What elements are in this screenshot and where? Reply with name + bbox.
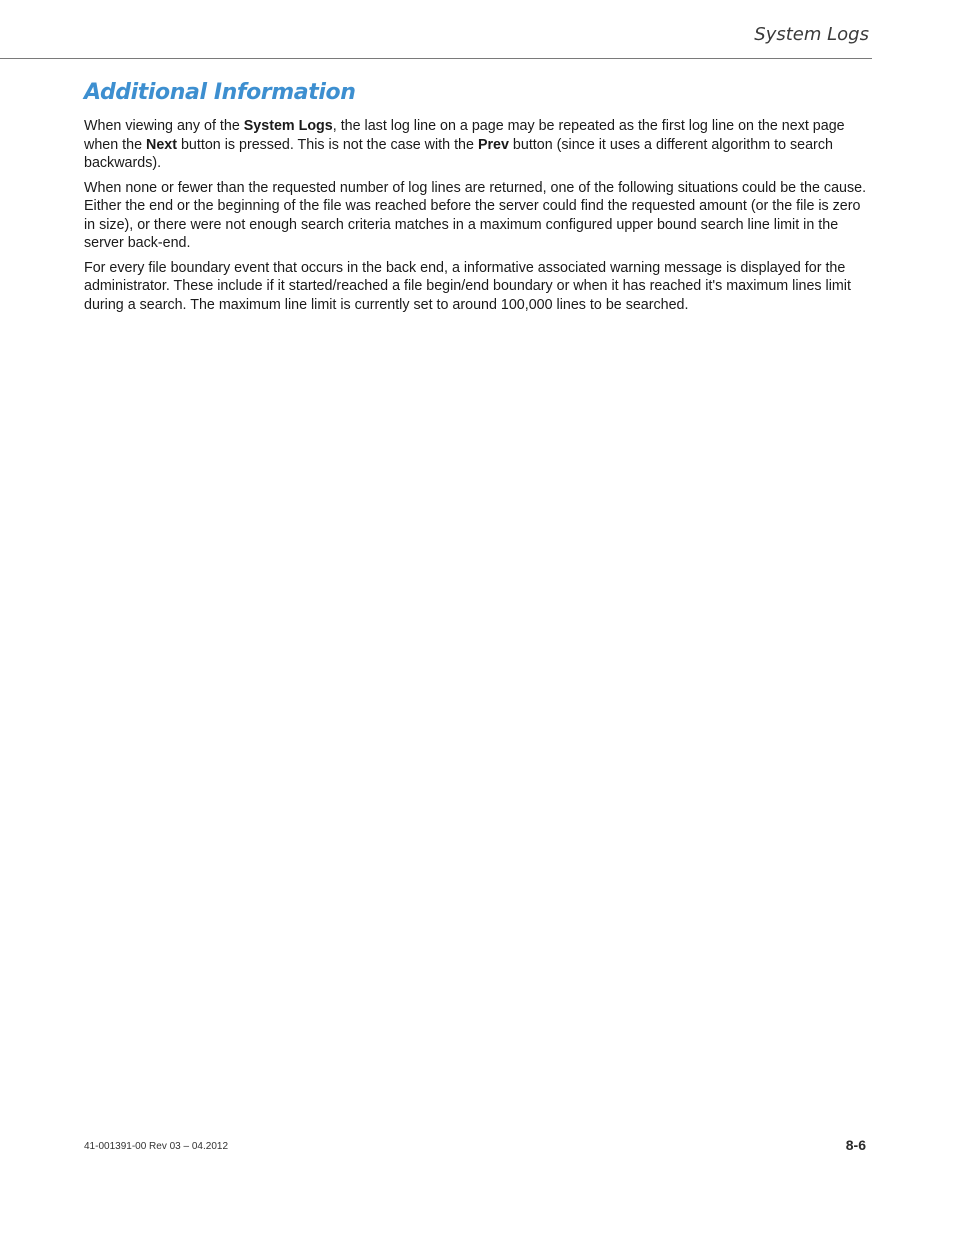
running-header-title: System Logs — [754, 24, 869, 45]
section-heading: Additional Information — [84, 80, 356, 105]
header-divider — [0, 58, 872, 59]
paragraph-1-text-b: , the last log line on a page may be repeated as the first log line on the next page when the — [84, 118, 845, 153]
paragraph-1-text-c: button is pressed. This is not the case with the — [177, 136, 478, 153]
next-button-term: Next — [146, 136, 177, 153]
paragraph-3: For every file boundary event that occurs in the back end, a informative associated warning message is displayed for the administrator. These include if it started/reached a file begin/end boundary or when it has reached it's maximum lines limit during a search. The maximum line limit is currently set to around 100,000 lines to be searched. — [84, 259, 851, 313]
paragraph-1-text-a: When viewing any of the — [84, 118, 244, 134]
system-logs-term: System Logs — [243, 118, 333, 134]
paragraph-1 — [84, 117, 874, 173]
paragraph-2: When none or fewer than the requested number of log lines are returned, one of the following situations could be the cause. Either the end or the beginning of the file was reached before the server could find the requested amount (or the file is zero in size), or there were not enough search criteria matches in a maximum configured upper bound search line limit in the server back-end. — [84, 179, 867, 251]
paragraph-1-text-d: button (since it uses a different algorithm to search backwards). — [84, 136, 833, 171]
footer-document-number: 41-001391-00 Rev 03 – 04.2012 — [84, 1141, 229, 1152]
footer-page-number: 8-6 — [845, 1137, 866, 1153]
body-text — [84, 117, 874, 320]
prev-button-term: Prev — [477, 136, 509, 153]
